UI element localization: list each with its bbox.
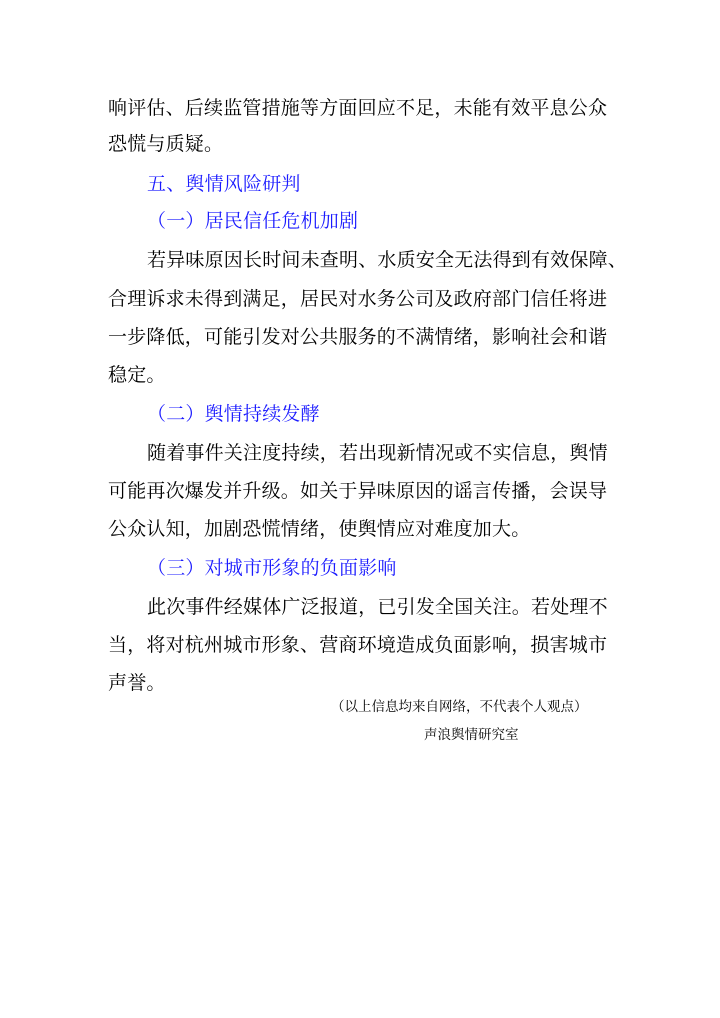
disclaimer-note: （以上信息均来自网络，不代表个人观点）: [331, 699, 588, 715]
signature: 声浪舆情研究室: [424, 727, 519, 743]
paragraph-line: 可能再次爆发并升级。如关于异味原因的谣言传播，会误导: [108, 480, 608, 502]
section-heading: 五、舆情风险研判: [147, 173, 301, 195]
paragraph-line: 合理诉求未得到满足，居民对水务公司及政府部门信任将进: [108, 288, 608, 310]
paragraph-line: 响评估、后续监管措施等方面回应不足，未能有效平息公众: [108, 97, 608, 119]
paragraph-line: 若异味原因长时间未查明、水质安全无法得到有效保障、: [147, 249, 628, 271]
paragraph-line: 稳定。: [108, 364, 166, 386]
paragraph-line: 当，将对杭州城市形象、营商环境造成负面影响，损害城市: [108, 634, 608, 656]
paragraph-line: 一步降低，可能引发对公共服务的不满情绪，影响社会和谐: [108, 326, 608, 348]
paragraph-line: 公众认知，加剧恐慌情绪，使舆情应对难度加大。: [108, 518, 531, 540]
paragraph-line: 声誉。: [108, 672, 166, 694]
subsection-heading-3: （三）对城市形象的负面影响: [147, 557, 397, 579]
paragraph-line: 随着事件关注度持续，若出现新情况或不实信息，舆情: [147, 442, 608, 464]
subsection-heading-2: （二）舆情持续发酵: [147, 403, 320, 425]
subsection-heading-1: （一）居民信任危机加剧: [147, 210, 359, 232]
paragraph-line: 此次事件经媒体广泛报道，已引发全国关注。若处理不: [147, 596, 608, 618]
paragraph-line: 恐慌与质疑。: [108, 133, 224, 155]
